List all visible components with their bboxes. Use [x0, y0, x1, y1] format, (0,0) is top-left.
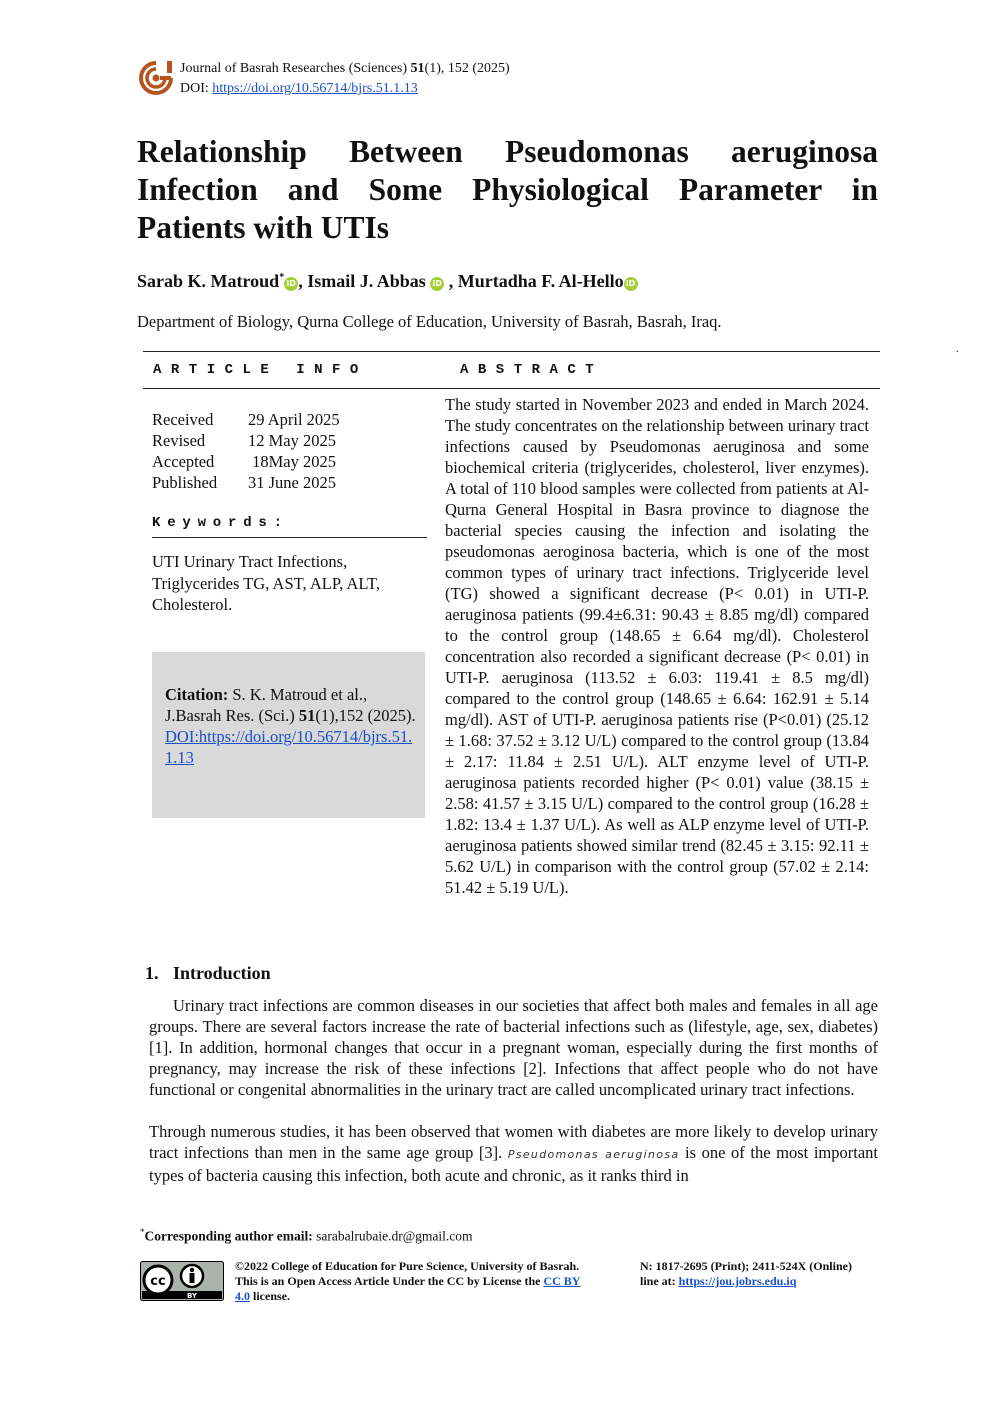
journal-volume: 51	[410, 61, 425, 76]
article-dates	[152, 409, 340, 493]
author-2: Ismail J. Abbas	[307, 271, 426, 291]
paper-title: Relationship Between Pseudomonas aeruginosa Infection and Some Physiological Parameter in Patients with UTIs	[137, 134, 878, 245]
divider	[143, 351, 880, 352]
corresponding-mark: *	[279, 272, 285, 283]
stray-mark: .	[956, 344, 959, 355]
abstract-text: The study started in November 2023 and ended in March 2024. The study concentrates on the relationship between urinary tract infections caused by Pseudomonas aeruginosa and some biochemical criteria (triglycerides, cholesterol, liver enzymes). A total of 110 blood samples were collected from patients at Al-Qurna General Hospital in Basra province to diagnose the bacterial species causing the infection and isolating the pseudomonas aeroginosa bacteria, which is one of the most common types of urinary tract infections. Triglyceride level (TG) showed a significant decrease (P< 0.01) in UTI-P. aeruginosa patients (99.4±6.31: 90.43 ± 8.85 mg/dl) compared to the control group (148.65 ± 6.64 mg/dl). Cholesterol concentration also recorded a significant decrease (P< 0.01) in UTI-P. aeruginosa (113.52 ± 6.03: 119.41 ± 8.5 mg/dl) compared to the control group (148.65 ± 6.64: 162.91 ± 5.14 mg/dl). AST of UTI-P. aeruginosa patients rise (P<0.01) (25.12 ± 1.68: 37.52 ± 3.12 U/L) compared to the control group (13.84 ± 2.17: 11.84 ± 2.51 U/L). ALT enzyme level of UTI-P. aeruginosa patients recorded higher (P< 0.01) value (38.15 ± 2.58: 41.57 ± 3.15 U/L) compared to the control group (16.28 ± 1.82: 13.4 ± 1.37 U/L). As well as ALP enzyme level of UTI-P. aeruginosa patients showed similar trend (82.45 ± 3.15: 92.11 ± 5.62 U/L) in comparison with the control group (57.02 ± 2.14: 51.42 ± 5.19 U/L).	[445, 395, 869, 897]
cc-glyph: cc	[150, 1274, 166, 1289]
section-heading: 1. Introduction	[145, 963, 271, 983]
corresponding-author: *Corresponding author email: sarabalrubaie.dr@gmail.com	[140, 1227, 473, 1244]
divider	[152, 537, 427, 538]
author-list: Sarab K. Matroud*iD , Ismail J. Abbas iD , Murtadha F. Al-Hello iD	[137, 266, 638, 293]
journal-line: Journal of Basrah Researches (Sciences) 51(1), 152 (2025)	[180, 61, 510, 76]
citation-text: Citation: S. K. Matroud et al., J.Basrah Res. (Sci.) 51(1),152 (2025). DOI:https://doi.org/10.56714/bjrs.51.1.13	[165, 685, 416, 767]
date-row: Published 31 June 2025	[152, 473, 336, 492]
paragraph: Through numerous studies, it has been observed that women with diabetes are more likely to develop urinary tract infections than men in the same age group [3]. Pseudomonas aeruginosa is one of the most important types of bacteria causing this infection, both acute and chronic, as it ranks third in	[149, 1122, 878, 1185]
copyright-notice: ©2022 College of Education for Pure Science, University of Basrah. This is an Open Access Article Under the CC by License the CC BY 4.0 license.	[235, 1259, 581, 1303]
orcid-icon[interactable]: iD	[624, 277, 638, 291]
keywords: UTI Urinary Tract Infections, Triglycerides TG, AST, ALP, ALT, Cholesterol.	[152, 552, 380, 614]
journal-site-link[interactable]: https://jou.jobrs.edu.iq	[678, 1274, 797, 1288]
author-1: Sarab K. Matroud	[137, 271, 280, 291]
date-row: Received 29 April 2025	[152, 410, 340, 429]
issn-info: N: 1817-2695 (Print); 2411-524X (Online) line at: https://jou.jobrs.edu.iq	[640, 1259, 852, 1288]
paragraph: Urinary tract infections are common diseases in our societies that affect both males and females in all age groups. There are several factors increase the rate of bacterial infections such as (lifestyle, age, sex, diabetes) [1]. In addition, hormonal changes that occur in a pregnant woman, especially during the first months of pregnancy, may increase the risk of these infections [2]. Infections that affect people who do not have functional or congenital abnormalities in the urinary tract are called uncomplicated urinary tract infections.	[149, 996, 878, 1099]
orcid-icon[interactable]: iD	[430, 277, 444, 291]
author-3: Murtadha F. Al-Hello	[457, 271, 624, 291]
journal-logo-icon	[137, 59, 175, 97]
orcid-icon[interactable]: iD	[284, 277, 298, 291]
affiliation: Department of Biology, Qurna College of Education, University of Basrah, Basrah, Iraq.	[137, 312, 722, 331]
doi-line: DOI: https://doi.org/10.56714/bjrs.51.1.13	[180, 81, 418, 96]
species-name: Pseudomonas aeruginosa	[507, 1148, 680, 1161]
corresponding-email: sarabalrubaie.dr@gmail.com	[316, 1228, 473, 1244]
keywords-heading: Keywords:	[152, 515, 289, 531]
divider	[143, 388, 880, 389]
doi-link[interactable]: https://doi.org/10.56714/bjrs.51.1.13	[212, 81, 418, 96]
citation-box	[152, 652, 425, 818]
cc-by-license-icon[interactable]	[140, 1261, 224, 1301]
date-row: Accepted 18May 2025	[152, 452, 336, 471]
date-row: Revised 12 May 2025	[152, 431, 336, 450]
cc-by-label: BY	[186, 1292, 198, 1300]
citation-doi-link[interactable]: DOI:https://doi.org/10.56714/bjrs.51.1.13	[165, 727, 413, 767]
article-info-heading: ARTICLE INFO	[153, 362, 368, 378]
abstract-heading: ABSTRACT	[460, 362, 604, 378]
cc-by-link[interactable]: CC BY 4.0	[235, 1274, 581, 1303]
